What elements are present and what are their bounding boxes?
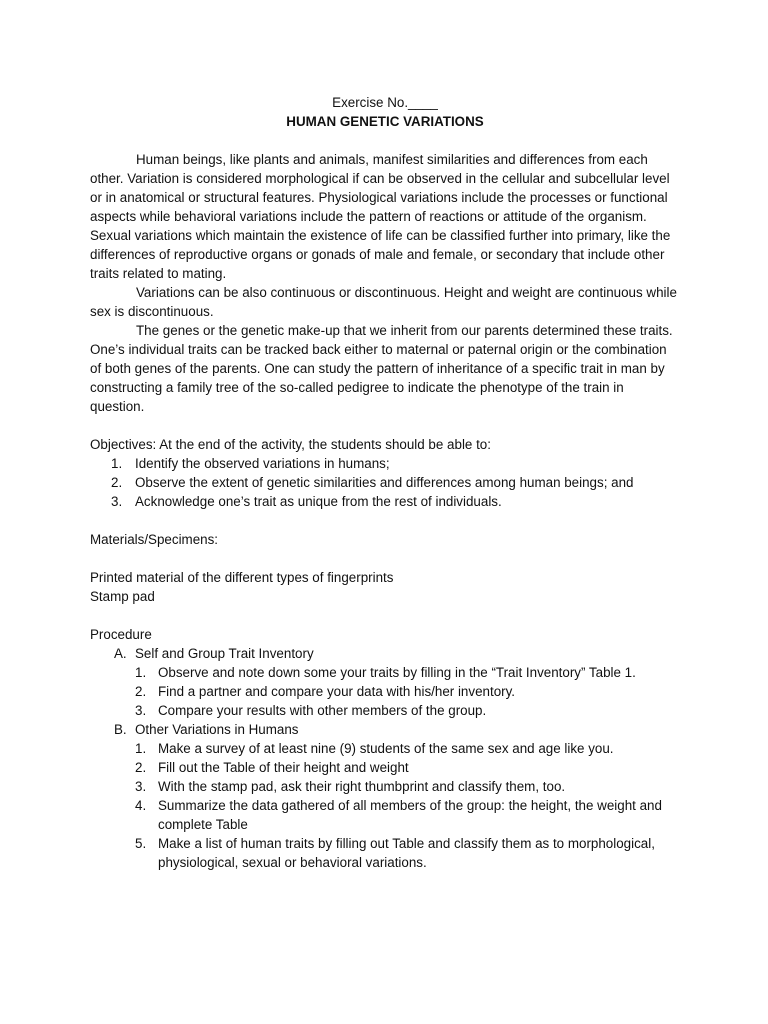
step-text: Find a partner and compare your data with his/her inventory. [158, 684, 516, 699]
spacer [90, 511, 680, 530]
procedure-list [90, 644, 680, 872]
procedure-step [90, 758, 680, 777]
material-item: Stamp pad [90, 589, 155, 604]
procedure-step [90, 834, 680, 872]
step-text: Make a survey of at least nine (9) students of the same sex and age like you. [158, 741, 614, 756]
step-text: Observe and note down some your traits by filling in the “Trait Inventory” Table 1. [158, 665, 636, 680]
procedure-section-b [90, 720, 680, 739]
procedure-heading: Procedure [90, 627, 152, 642]
procedure-step [90, 682, 680, 701]
step-number: 2. [135, 684, 147, 699]
step-number: 4. [135, 798, 147, 813]
step-number: 3. [135, 779, 147, 794]
list-item [90, 454, 680, 473]
step-number: 1. [135, 741, 147, 756]
step-text: Summarize the data gathered of all members of the group: the height, the weight and complete Table [158, 798, 662, 832]
list-item-number: 2. [111, 475, 123, 490]
step-number: 1. [135, 665, 147, 680]
section-letter: B. [114, 722, 127, 737]
list-item [90, 473, 680, 492]
procedure-step [90, 663, 680, 682]
step-text: With the stamp pad, ask their right thumbprint and classify them, too. [158, 779, 566, 794]
list-item [90, 492, 680, 511]
objectives-heading: Objectives: At the end of the activity, the students should be able to: [90, 437, 491, 452]
procedure-section-a [90, 644, 680, 663]
list-item-text: Acknowledge one’s trait as unique from the rest of individuals. [135, 494, 502, 509]
material-item: Printed material of the different types of fingerprints [90, 570, 394, 585]
spacer [90, 606, 680, 625]
document-title: HUMAN GENETIC VARIATIONS [286, 114, 484, 129]
step-text: Fill out the Table of their height and weight [158, 760, 409, 775]
intro-paragraph-3: The genes or the genetic make-up that we inherit from our parents determined these traits. One’s individual traits can be tracked back either to maternal or paternal origin or the combination of both genes of the parents. One can study the pattern of inheritance of a specific trait in man by constructing a family tree of the so-called pedigree to indicate the phenotype of the train in question. [90, 323, 673, 414]
section-title: Self and Group Trait Inventory [135, 646, 314, 661]
procedure-step [90, 796, 680, 834]
list-item-number: 1. [111, 456, 123, 471]
intro-paragraph-1: Human beings, like plants and animals, manifest similarities and differences from each other. Variation is considered morphological if can be observed in the cellular and subcellular level or in anatomical or structural features. Physiological variations include the processes or functional aspects while behavioral variations include the pattern of reactions or attitude of the organism. Sexual variations which maintain the existence of life can be classified further into primary, like the differences of reproductive organs or gonads of male and female, or secondary that include other traits related to mating. [90, 152, 671, 281]
section-title: Other Variations in Humans [135, 722, 299, 737]
procedure-step [90, 777, 680, 796]
step-number: 2. [135, 760, 147, 775]
materials-heading: Materials/Specimens: [90, 532, 219, 547]
list-item-text: Observe the extent of genetic similarities and differences among human beings; and [135, 475, 634, 490]
step-text: Compare your results with other members of the group. [158, 703, 487, 718]
spacer [90, 131, 680, 150]
procedure-step [90, 701, 680, 720]
section-letter: A. [114, 646, 127, 661]
list-item-text: Identify the observed variations in humans; [135, 456, 390, 471]
step-number: 5. [135, 836, 147, 851]
procedure-step [90, 739, 680, 758]
step-text: Make a list of human traits by filling out Table and classify them as to morphological, physiological, sexual or behavioral variations. [158, 836, 655, 870]
exercise-number-label: Exercise No.____ [332, 95, 438, 110]
document-page [90, 93, 680, 872]
objectives-list [90, 454, 680, 511]
spacer [90, 416, 680, 435]
list-item-number: 3. [111, 494, 123, 509]
spacer [90, 549, 680, 568]
intro-paragraph-2: Variations can be also continuous or discontinuous. Height and weight are continuous while sex is discontinuous. [90, 285, 677, 319]
step-number: 3. [135, 703, 147, 718]
